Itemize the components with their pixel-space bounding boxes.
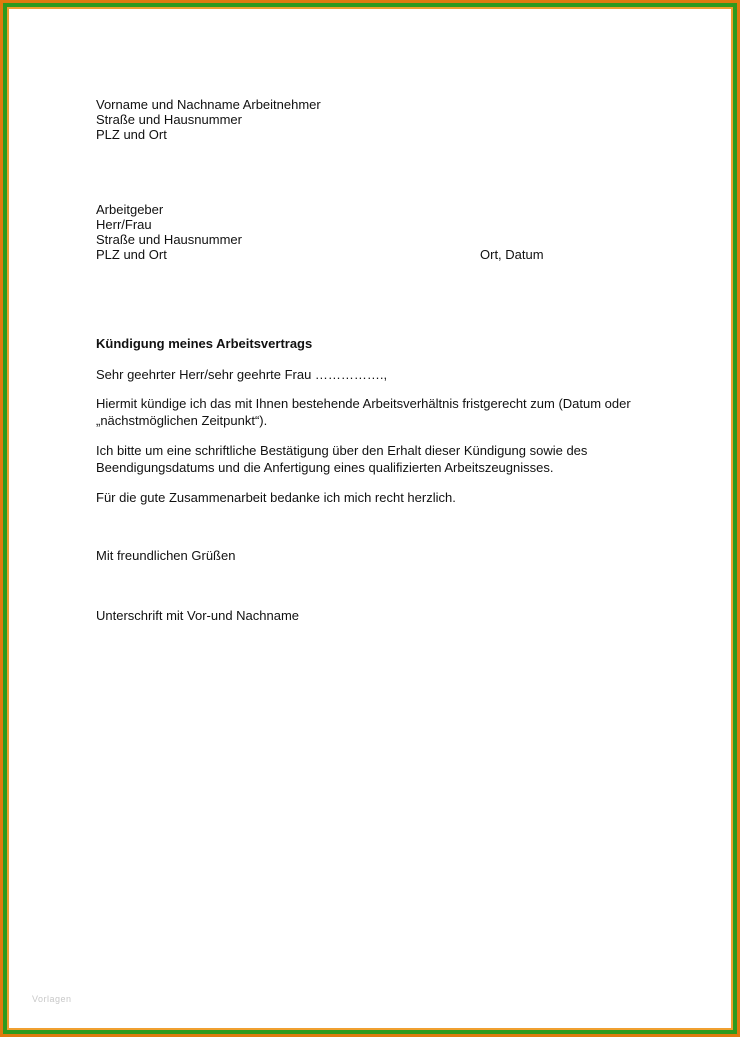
sender-street: Straße und Hausnummer xyxy=(96,112,242,127)
page-frame-accent xyxy=(7,7,733,1030)
letter-paragraph-3: Für die gute Zusammenarbeit bedanke ich mich recht herzlich. xyxy=(96,490,456,505)
watermark: Vorlagen xyxy=(32,994,72,1004)
place-date: Ort, Datum xyxy=(480,247,544,262)
recipient-company: Arbeitgeber xyxy=(96,202,164,217)
signature-line: Unterschrift mit Vor-und Nachname xyxy=(96,608,300,623)
letter-paragraph-1: Hiermit kündige ich das mit Ihnen bestehende Arbeitsverhältnis fristgerecht zum (Datum oder „nächstmöglichen Zeitpunkt“). xyxy=(96,396,631,428)
recipient-salutation: Herr/Frau xyxy=(96,217,152,232)
letter-paragraph-2: Ich bitte um eine schriftliche Bestätigung über den Erhalt dieser Kündigung sowie des Beendigungsdatums und die Anfertigung eines qualifizierten Arbeitszeugnisses. xyxy=(96,443,588,475)
sender-city: PLZ und Ort xyxy=(96,127,167,142)
letter-closing: Mit freundlichen Grüßen xyxy=(96,548,236,563)
letter-greeting: Sehr geehrter Herr/sehr geehrte Frau ……………., xyxy=(96,367,388,382)
letter-subject: Kündigung meines Arbeitsvertrags xyxy=(96,336,313,351)
sender-name: Vorname und Nachname Arbeitnehmer xyxy=(96,97,321,112)
recipient-street: Straße und Hausnummer xyxy=(96,232,242,247)
recipient-city: PLZ und Ort xyxy=(96,247,167,262)
